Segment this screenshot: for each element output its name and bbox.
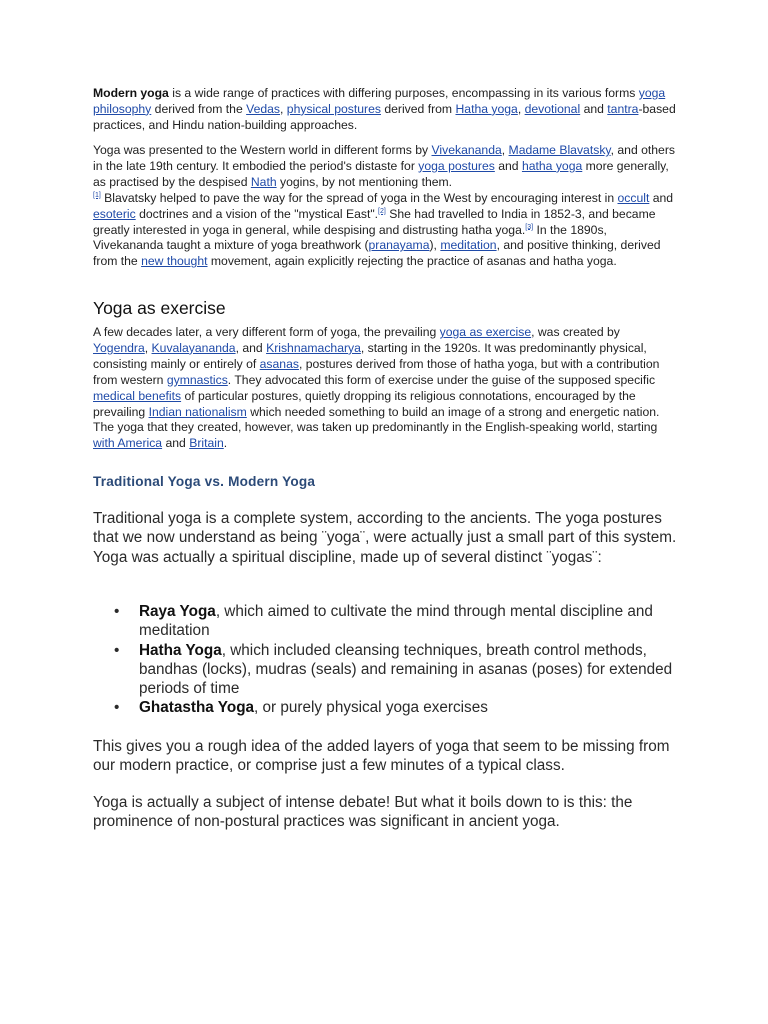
link-madame-blavatsky[interactable]: Madame Blavatsky [508, 143, 611, 157]
term-modern-yoga: Modern yoga [93, 86, 169, 100]
text-span: She had travelled to India in 1852-3, and became greatly interested in yoga in general, while despising and distrusting hatha yoga. [93, 206, 656, 237]
list-item-term: Raya Yoga [139, 603, 216, 620]
text-span: Blavatsky helped to pave the way for the spread of yoga in the West by encouraging interest in [100, 190, 618, 205]
link-hatha-yoga[interactable]: Hatha yoga [455, 101, 518, 116]
text-span: Yoga was presented to the Western world in different forms by [93, 143, 432, 157]
text-span: In the 1890s, Vivekananda taught a mixture of yoga breathwork ( [93, 222, 607, 253]
list-item-term: Hatha Yoga [139, 641, 222, 659]
text-span: is a wide range of practices with differing purposes, encompassing in its various forms [168, 86, 639, 100]
text-span: and [580, 101, 608, 116]
link-nath[interactable]: Nath [250, 174, 277, 189]
text-span: , and others in the late 19th century. It embodied the period's distaste for [93, 143, 675, 173]
link-esoteric[interactable]: esoteric [93, 206, 136, 221]
text-span: , was created by [531, 325, 620, 339]
link-physical-postures[interactable]: physical postures [286, 101, 381, 116]
exercise-paragraph [93, 325, 678, 452]
text-span: doctrines and a vision of the "mystical East". [135, 206, 379, 221]
text-span: , starting in the 1920s. It was predominantly physical, consisting mainly or entirely of [93, 340, 647, 371]
layers-paragraph: This gives you a rough idea of the added layers of yoga that seem to be missing from our modern practice, or comprise just a few minutes of a typical class. [93, 738, 670, 775]
link-devotional[interactable]: devotional [524, 101, 581, 116]
text-span: , [144, 340, 152, 355]
link-krishnamacharya[interactable]: Krishnamacharya [266, 340, 361, 355]
intro-paragraph [93, 86, 678, 134]
link-gymnastics[interactable]: gymnastics [166, 372, 228, 387]
link-new-thought[interactable]: new thought [141, 254, 208, 269]
link-asanas[interactable]: asanas [259, 356, 299, 371]
text-span: derived from the [151, 101, 247, 116]
link-vivekananda[interactable]: Vivekananda [431, 143, 502, 157]
list-item-text: , or purely physical yoga exercises [254, 699, 488, 717]
bullet-icon: • [114, 641, 120, 659]
list-item [93, 641, 678, 699]
list-item-text: , which included cleansing techniques, breath control methods, bandhas (locks), mudras (seals) and remaining in asanas (poses) for extended periods of time [139, 641, 673, 698]
reference-2[interactable]: [2] [378, 207, 386, 215]
bullet-icon: • [114, 699, 120, 717]
text-span: , [517, 101, 525, 116]
list-item-text: , which aimed to cultivate the mind through mental discipline and meditation [139, 603, 653, 640]
text-span: , and [235, 340, 267, 355]
link-yogendra[interactable]: Yogendra [93, 340, 145, 355]
text-span: , [280, 101, 287, 116]
list-item-term: Ghatastha Yoga [139, 699, 255, 717]
text-span: of particular postures, quietly dropping its religious connotations, encouraged by the prevailing [93, 388, 636, 419]
link-yoga-as-exercise[interactable]: yoga as exercise [439, 325, 532, 339]
link-hatha-yoga-2[interactable]: hatha yoga [521, 158, 583, 173]
list-item [93, 698, 678, 717]
link-vedas[interactable]: Vedas [246, 101, 281, 116]
link-with-america[interactable]: with America [93, 436, 163, 451]
debate-paragraph: Yoga is actually a subject of intense debate! But what it boils down to is this: the prominence of non-postural practices was significant in ancient yoga. [93, 794, 633, 831]
text-span: and [649, 190, 674, 205]
text-span: . They advocated this form of exercise under the guise of the supposed specific [227, 372, 656, 387]
text-span: ), [429, 238, 441, 253]
text-span: and [494, 158, 522, 173]
link-pranayama[interactable]: pranayama [368, 238, 430, 253]
list-item [93, 602, 678, 641]
bullet-icon: • [114, 603, 120, 620]
traditional-paragraph: Traditional yoga is a complete system, according to the ancients. The yoga postures that we now understand as being ¨yoga¨, were actually just a small part of this system. Yoga was actually a spiritual discipline, made up of several distinct ¨yogas¨: [93, 510, 677, 566]
text-span: movement, again explicitly rejecting the practice of asanas and hatha yoga. [207, 254, 617, 269]
heading-yoga-as-exercise: Yoga as exercise [93, 298, 226, 318]
text-span: and [162, 436, 190, 451]
link-kuvalayananda[interactable]: Kuvalayananda [151, 340, 236, 355]
yoga-types-list [93, 602, 678, 718]
link-medical-benefits[interactable]: medical benefits [93, 388, 182, 403]
link-indian-nationalism[interactable]: Indian nationalism [148, 404, 247, 419]
text-span: , [501, 143, 509, 157]
history-paragraph [93, 143, 678, 270]
text-span: yogins, by not mentioning them. [276, 174, 453, 189]
link-britain[interactable]: Britain [189, 436, 224, 451]
link-tantra[interactable]: tantra [607, 101, 639, 116]
text-span: , postures derived from those of hatha yoga, but with a contribution from western [93, 356, 660, 387]
reference-1[interactable]: [1] [93, 191, 101, 199]
link-yoga-philosophy[interactable]: yoga philosophy [93, 86, 666, 116]
link-meditation[interactable]: meditation [440, 238, 497, 253]
text-span: derived from [380, 101, 456, 116]
text-span: . [223, 436, 228, 451]
text-span: , and positive thinking, derived from the [93, 238, 661, 269]
link-occult[interactable]: occult [617, 190, 650, 205]
heading-traditional-vs-modern: Traditional Yoga vs. Modern Yoga [93, 474, 316, 489]
text-span: more generally, as practised by the despised [93, 158, 669, 189]
reference-3[interactable]: [3] [525, 223, 534, 231]
text-span: -based practices, and Hindu nation-building approaches. [93, 101, 676, 132]
text-span: which needed something to build an image of a strong and energetic nation. The yoga that they created, however, was taken up predominantly in the English-speaking world, starting [93, 404, 660, 435]
text-span: A few decades later, a very different form of yoga, the prevailing [93, 325, 440, 339]
link-yoga-postures[interactable]: yoga postures [418, 158, 495, 173]
